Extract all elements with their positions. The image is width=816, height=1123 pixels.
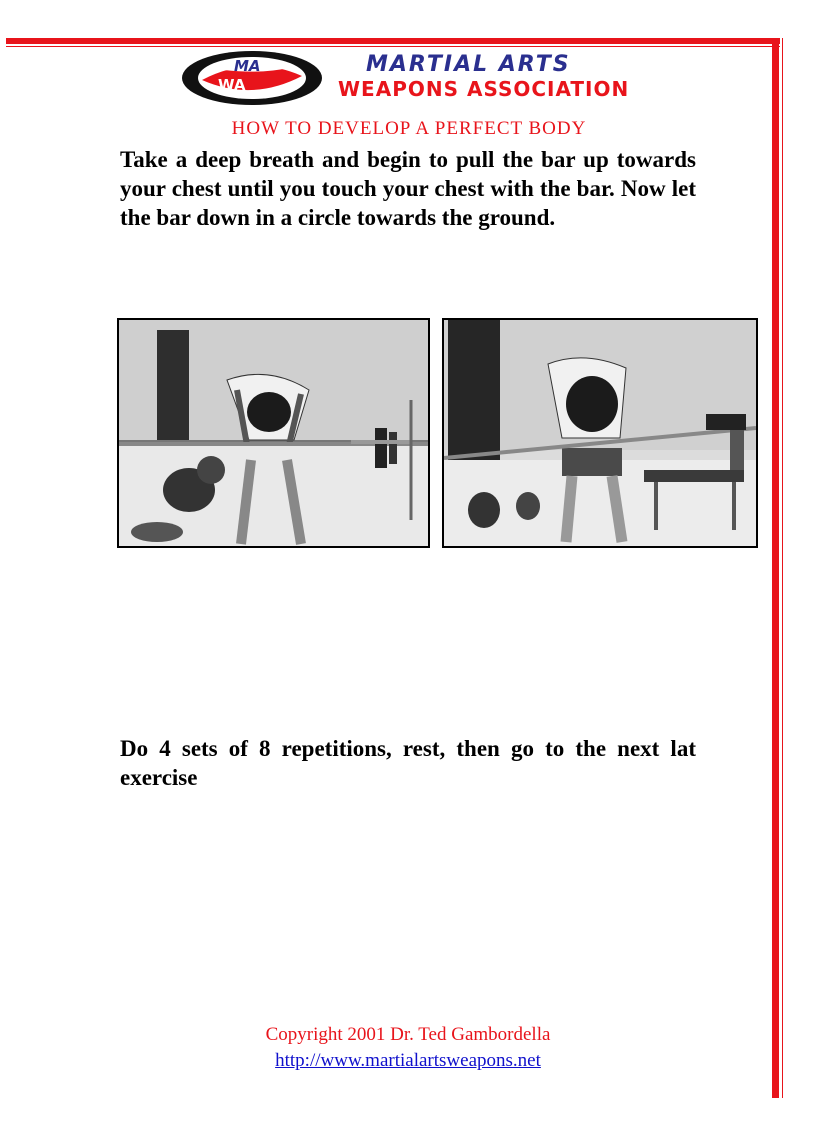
logo-monogram-top: MA [234, 57, 261, 75]
sets-reps-paragraph: Do 4 sets of 8 repetitions, rest, then go to the next lat exercise [120, 736, 696, 790]
mawa-emblem-icon [180, 48, 340, 108]
website-link[interactable]: http://www.martialartsweapons.net [275, 1050, 541, 1071]
page-border-top [6, 38, 780, 44]
instruction-paragraph: Take a deep breath and begin to pull the bar up towards your chest until you touch your chest with the bar. Now let the bar down in a circle towards the ground. [120, 147, 696, 230]
page-title: HOW TO DEVELOP A PERFECT BODY [231, 118, 587, 139]
logo-title-line2: WEAPONS ASSOCIATION [338, 77, 630, 101]
photo-bent-over-row-start [117, 318, 430, 548]
mawa-logo [180, 48, 640, 108]
logo-title-line1: MARTIAL ARTS [366, 52, 571, 77]
page-border-top-thin [6, 46, 780, 47]
logo-monogram-bottom: WA [218, 76, 246, 94]
page-border-right [772, 38, 779, 1098]
page-border-right-thin [782, 38, 783, 1098]
copyright-notice: Copyright 2001 Dr. Ted Gambordella [265, 1024, 551, 1045]
photo-bent-over-row-top [442, 318, 758, 548]
